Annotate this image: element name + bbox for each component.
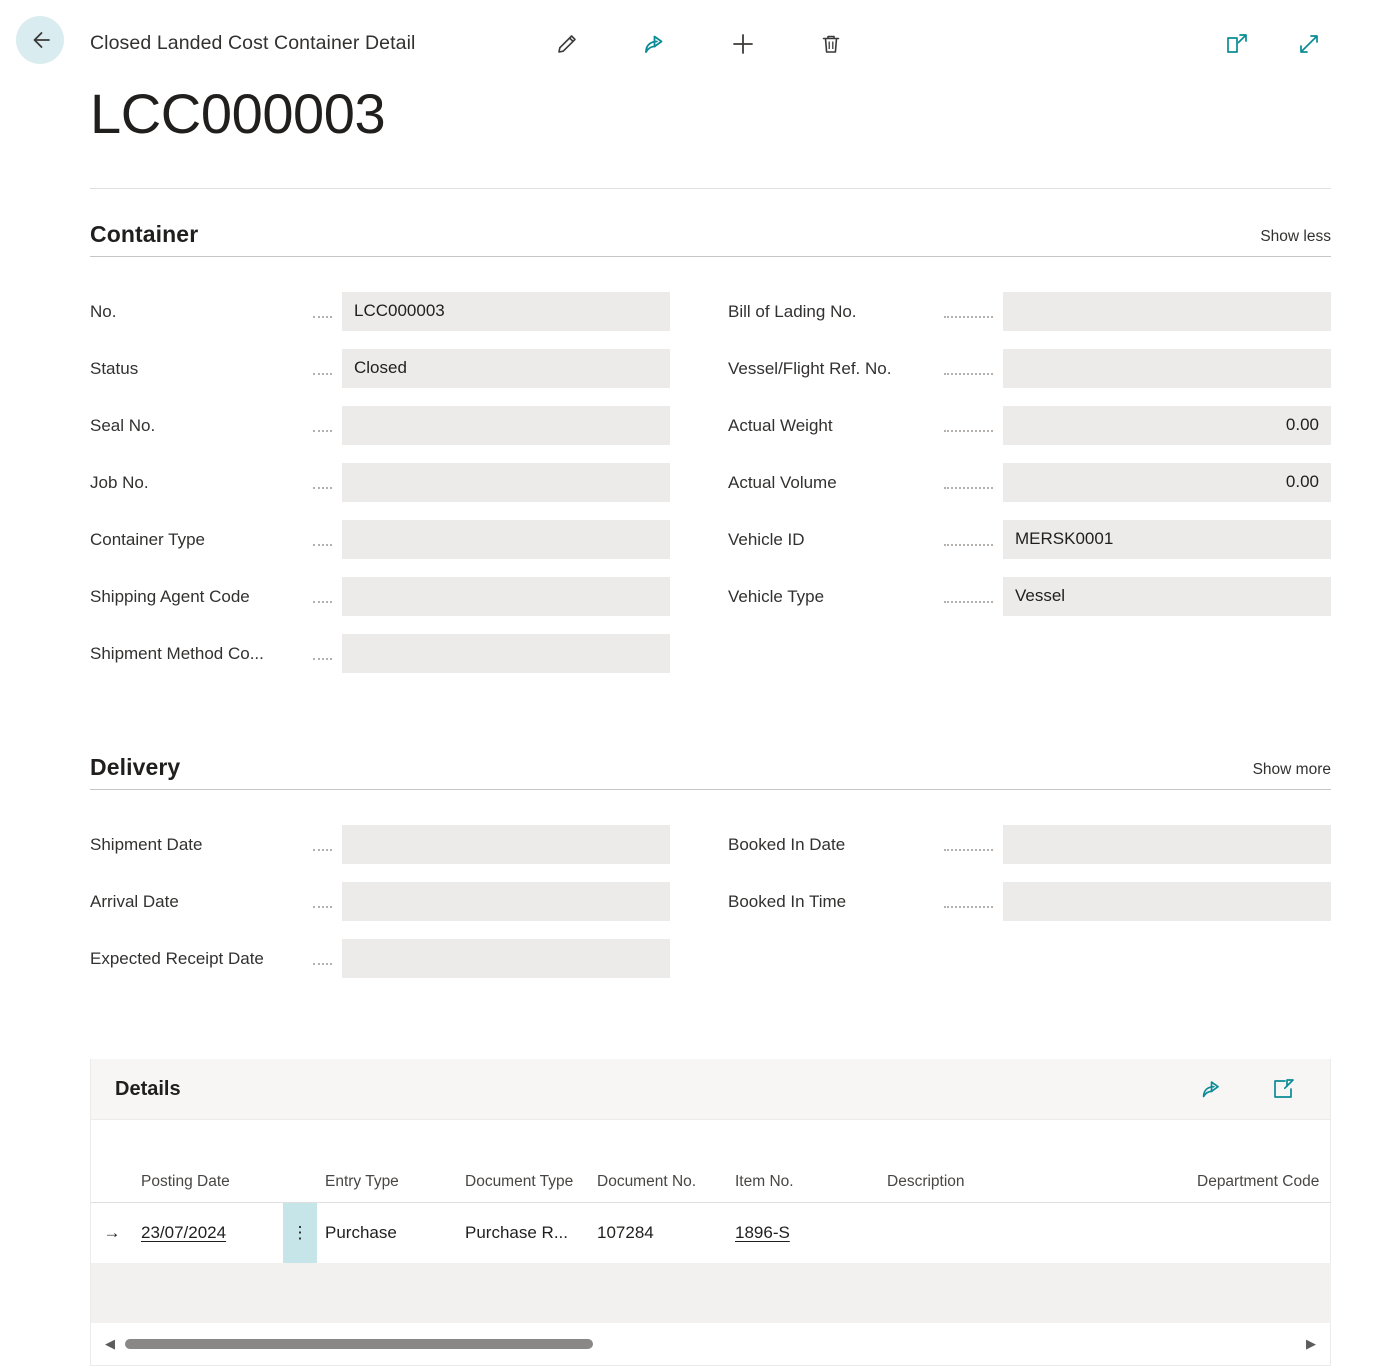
leader-dots bbox=[944, 356, 993, 375]
field-vehicle-type-input[interactable]: Vessel bbox=[1003, 577, 1331, 616]
leader-dots bbox=[313, 470, 332, 489]
title-divider bbox=[90, 188, 1331, 189]
leader-dots bbox=[313, 832, 332, 851]
container-group-header bbox=[90, 221, 1331, 257]
cell-item-no[interactable] bbox=[727, 1203, 879, 1264]
field-arrival-date-input[interactable] bbox=[342, 882, 670, 921]
scrollbar-thumb[interactable] bbox=[125, 1339, 593, 1349]
details-title: Details bbox=[115, 1077, 181, 1100]
open-in-excel-button[interactable] bbox=[1262, 1067, 1306, 1111]
table-empty-area bbox=[91, 1263, 1331, 1323]
field-vehicle-type bbox=[728, 568, 1331, 625]
col-department-code[interactable]: Department Code bbox=[1189, 1120, 1331, 1203]
field-job-no-input[interactable] bbox=[342, 463, 670, 502]
field-actual-volume-input[interactable]: 0.00 bbox=[1003, 463, 1331, 502]
field-bill-of-lading-no-label: Bill of Lading No. bbox=[728, 301, 857, 321]
field-actual-weight bbox=[728, 397, 1331, 454]
field-no-input[interactable]: LCC000003 bbox=[342, 292, 670, 331]
field-status bbox=[90, 340, 670, 397]
field-status-label: Status bbox=[90, 358, 139, 378]
row-indicator-header bbox=[91, 1120, 133, 1203]
field-shipping-agent-code-input[interactable] bbox=[342, 577, 670, 616]
field-vessel-flight-ref-no-input[interactable] bbox=[1003, 349, 1331, 388]
leader-dots bbox=[944, 413, 993, 432]
open-in-excel-icon bbox=[1271, 1076, 1297, 1102]
delivery-fields-right bbox=[728, 816, 1331, 987]
leader-dots bbox=[313, 527, 332, 546]
share-button[interactable] bbox=[633, 22, 677, 66]
delivery-group-header bbox=[90, 754, 1331, 790]
field-booked-in-time bbox=[728, 873, 1331, 930]
leader-dots bbox=[944, 299, 993, 318]
details-table bbox=[91, 1120, 1331, 1323]
container-group-title: Container bbox=[90, 221, 199, 247]
field-expected-receipt-date-input[interactable] bbox=[342, 939, 670, 978]
col-item-no[interactable]: Item No. bbox=[727, 1120, 879, 1203]
field-job-no bbox=[90, 454, 670, 511]
container-fields bbox=[90, 257, 1331, 682]
field-booked-in-date bbox=[728, 816, 1331, 873]
leader-dots bbox=[313, 356, 332, 375]
leader-dots bbox=[944, 470, 993, 489]
open-in-new-window-button[interactable] bbox=[1215, 22, 1259, 66]
field-no-label: No. bbox=[90, 301, 117, 321]
leader-dots bbox=[313, 299, 332, 318]
leader-dots bbox=[944, 527, 993, 546]
delivery-group-title: Delivery bbox=[90, 754, 181, 780]
field-seal-no-label: Seal No. bbox=[90, 415, 156, 435]
field-container-type-input[interactable] bbox=[342, 520, 670, 559]
field-job-no-label: Job No. bbox=[90, 472, 149, 492]
table-empty-cell bbox=[91, 1263, 1331, 1323]
field-shipment-date-label: Shipment Date bbox=[90, 834, 203, 854]
cell-document-no[interactable]: 107284 bbox=[597, 1223, 654, 1242]
field-actual-weight-input[interactable]: 0.00 bbox=[1003, 406, 1331, 445]
field-shipping-agent-code bbox=[90, 568, 670, 625]
page-title: LCC000003 bbox=[90, 82, 386, 145]
field-shipment-method-code bbox=[90, 625, 670, 682]
field-bill-of-lading-no-input[interactable] bbox=[1003, 292, 1331, 331]
col-document-no[interactable]: Document No. bbox=[589, 1120, 727, 1203]
container-fields-left bbox=[90, 283, 670, 682]
scroll-left-arrow-icon[interactable]: ◀ bbox=[105, 1336, 115, 1351]
expand-full-screen-icon bbox=[1296, 31, 1322, 57]
delete-button[interactable] bbox=[809, 22, 853, 66]
leader-dots bbox=[313, 584, 332, 603]
back-arrow-icon bbox=[27, 27, 53, 53]
field-shipping-agent-code-label: Shipping Agent Code bbox=[90, 586, 250, 606]
scroll-right-arrow-icon[interactable]: ▶ bbox=[1306, 1336, 1316, 1351]
cell-posting-date[interactable] bbox=[133, 1203, 283, 1264]
details-subpage bbox=[90, 1059, 1331, 1366]
back-button[interactable] bbox=[16, 16, 64, 64]
container-group bbox=[90, 221, 1331, 682]
new-button[interactable] bbox=[721, 22, 765, 66]
field-vessel-flight-ref-no bbox=[728, 340, 1331, 397]
field-bill-of-lading-no bbox=[728, 283, 1331, 340]
details-horizontal-scrollbar[interactable] bbox=[91, 1323, 1330, 1365]
delivery-show-more-toggle[interactable]: Show more bbox=[1252, 761, 1331, 778]
field-no bbox=[90, 283, 670, 340]
field-booked-in-time-input[interactable] bbox=[1003, 882, 1331, 921]
details-share-button[interactable] bbox=[1190, 1067, 1234, 1111]
col-document-type[interactable]: Document Type bbox=[457, 1120, 589, 1203]
cell-entry-type[interactable]: Purchase bbox=[325, 1223, 397, 1242]
field-vehicle-id-input[interactable]: MERSK0001 bbox=[1003, 520, 1331, 559]
share-icon bbox=[641, 30, 669, 58]
field-shipment-method-code-label: Shipment Method Co... bbox=[90, 643, 264, 663]
col-description[interactable]: Description bbox=[879, 1120, 1189, 1203]
row-menu-button[interactable]: ⋮ bbox=[283, 1203, 317, 1264]
command-icon-group bbox=[545, 22, 853, 66]
row-indicator-icon: → bbox=[103, 1223, 121, 1242]
edit-button[interactable] bbox=[545, 22, 589, 66]
cell-document-type[interactable]: Purchase R... bbox=[465, 1223, 568, 1242]
plus-icon bbox=[728, 29, 758, 59]
field-container-type-label: Container Type bbox=[90, 529, 205, 549]
field-booked-in-time-label: Booked In Time bbox=[728, 891, 847, 911]
command-bar bbox=[0, 0, 1385, 82]
leader-dots bbox=[313, 413, 332, 432]
leader-dots bbox=[313, 889, 332, 908]
field-actual-volume bbox=[728, 454, 1331, 511]
leader-dots bbox=[313, 641, 332, 660]
share-icon bbox=[1199, 1076, 1225, 1102]
field-vessel-flight-ref-no-label: Vessel/Flight Ref. No. bbox=[728, 358, 892, 378]
container-fields-right bbox=[728, 283, 1331, 682]
field-seal-no-input[interactable] bbox=[342, 406, 670, 445]
container-show-less-toggle[interactable]: Show less bbox=[1260, 228, 1331, 245]
leader-dots bbox=[944, 584, 993, 603]
field-shipment-date-input[interactable] bbox=[342, 825, 670, 864]
field-status-input[interactable]: Closed bbox=[342, 349, 670, 388]
field-seal-no bbox=[90, 397, 670, 454]
window-actions bbox=[1215, 22, 1331, 66]
leader-dots bbox=[313, 946, 332, 965]
details-header bbox=[91, 1059, 1330, 1120]
field-expected-receipt-date bbox=[90, 930, 670, 987]
cell-posting-date-value: 23/07/2024 bbox=[141, 1223, 227, 1242]
details-header-actions bbox=[1190, 1067, 1306, 1111]
delivery-fields-left bbox=[90, 816, 670, 987]
field-arrival-date-label: Arrival Date bbox=[90, 891, 179, 911]
field-shipment-date bbox=[90, 816, 670, 873]
table-row[interactable] bbox=[91, 1203, 1331, 1264]
expand-button[interactable] bbox=[1287, 22, 1331, 66]
field-vehicle-id bbox=[728, 511, 1331, 568]
cell-item-no-value: 1896-S bbox=[735, 1223, 790, 1242]
trash-icon bbox=[817, 30, 845, 58]
field-expected-receipt-date-label: Expected Receipt Date bbox=[90, 948, 264, 968]
pencil-icon bbox=[553, 30, 581, 58]
field-arrival-date bbox=[90, 873, 670, 930]
field-shipment-method-code-input[interactable] bbox=[342, 634, 670, 673]
field-booked-in-date-input[interactable] bbox=[1003, 825, 1331, 864]
scrollbar-track[interactable] bbox=[125, 1339, 1296, 1349]
field-vehicle-id-label: Vehicle ID bbox=[728, 529, 805, 549]
col-row-menu bbox=[283, 1120, 317, 1203]
col-posting-date[interactable]: Posting Date bbox=[133, 1120, 283, 1203]
field-actual-volume-label: Actual Volume bbox=[728, 472, 837, 492]
delivery-group bbox=[90, 754, 1331, 987]
delivery-fields bbox=[90, 790, 1331, 987]
leader-dots bbox=[944, 832, 993, 851]
field-container-type bbox=[90, 511, 670, 568]
field-booked-in-date-label: Booked In Date bbox=[728, 834, 846, 854]
open-in-new-window-icon bbox=[1224, 31, 1250, 57]
cell-department-code[interactable] bbox=[1189, 1203, 1331, 1264]
details-header-row bbox=[91, 1120, 1331, 1203]
field-vehicle-type-label: Vehicle Type bbox=[728, 586, 825, 606]
col-entry-type[interactable]: Entry Type bbox=[317, 1120, 457, 1203]
cell-description[interactable] bbox=[879, 1203, 1189, 1264]
leader-dots bbox=[944, 889, 993, 908]
field-actual-weight-label: Actual Weight bbox=[728, 415, 833, 435]
page-kind-label: Closed Landed Cost Container Detail bbox=[90, 32, 416, 54]
